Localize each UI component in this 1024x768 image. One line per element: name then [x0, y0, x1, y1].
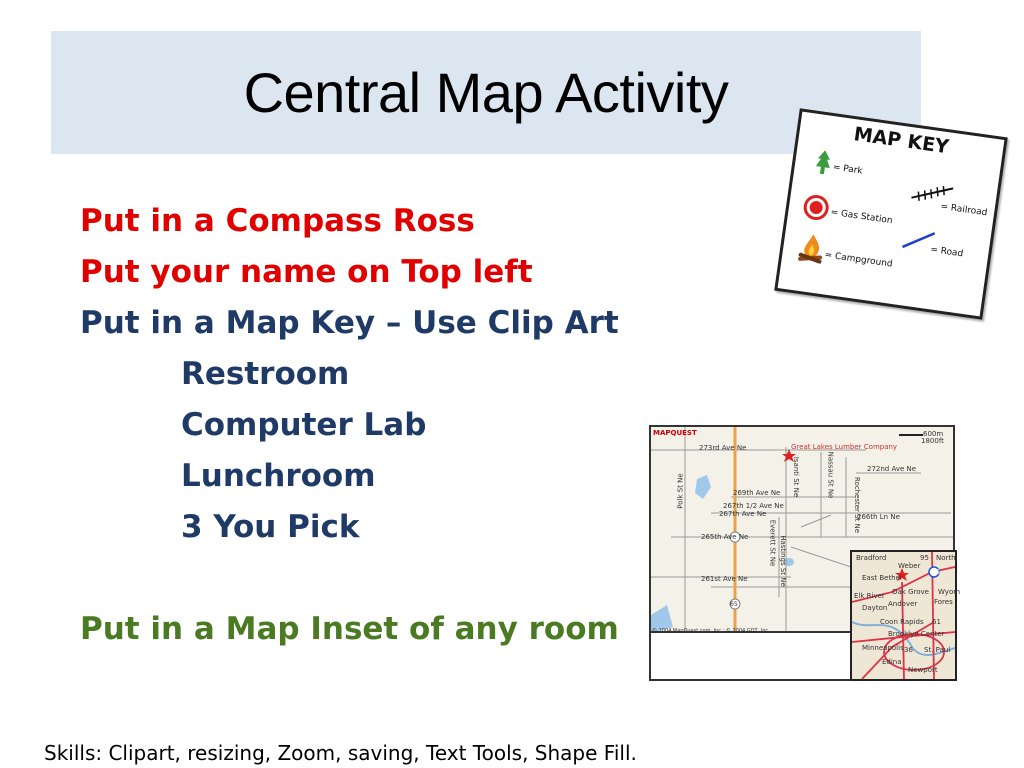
inset-town-edina: Edina — [882, 658, 902, 666]
street-hastings: Hastings St Ne — [778, 535, 787, 587]
inset-town-andover: Andover — [888, 600, 918, 608]
map-key-park: = Park — [832, 162, 864, 177]
inset-route-95: 95 — [920, 554, 929, 562]
slide-title: Central Map Activity — [243, 61, 729, 124]
street-261st: 261st Ave Ne — [701, 575, 748, 583]
street-265th: 265th Ave Ne — [701, 533, 749, 541]
map-brand: MAPQUEST — [653, 429, 697, 437]
street-everett: Everett St Ne — [768, 519, 777, 567]
inset-route-61: 61 — [932, 618, 941, 626]
instruction-list — [80, 196, 619, 655]
street-polk: Polk St Ne — [676, 473, 685, 509]
tree-icon — [814, 149, 833, 177]
map-key-railroad: = Railroad — [939, 201, 988, 219]
inset-route-35: 35 — [931, 568, 940, 576]
map-business-label: Great Lakes Lumber Company — [791, 443, 898, 451]
inset-route-36: 36 — [904, 646, 913, 654]
map-key-clipart — [774, 108, 1008, 319]
street-nassau: Nassau St Ne — [826, 451, 835, 499]
map-key-road: = Road — [929, 244, 964, 260]
street-273rd: 273rd Ave Ne — [699, 444, 747, 452]
street-266th-ln: 266th Ln Ne — [857, 513, 900, 521]
map-key-campground: = Campground — [823, 250, 894, 270]
inset-town-oak-grove: Oak Grove — [892, 588, 929, 596]
inset-town-brooklyn-center: Brooklyn Center — [888, 630, 945, 638]
street-isanti: Isanti St Ne — [792, 456, 801, 498]
instruction-map-inset: Put in a Map Inset of any room — [80, 611, 619, 647]
spacer — [80, 553, 619, 604]
map-key-gas-station: = Gas Station — [829, 207, 894, 227]
inset-town-weber: Weber — [898, 562, 921, 570]
inset-town-minneapolis: Minneapolis — [862, 644, 904, 652]
inset-town-elk-river: Elk River — [854, 592, 885, 600]
railroad-icon — [909, 180, 955, 206]
sub-item-lunchroom: Lunchroom — [181, 458, 376, 494]
inset-town-newport: Newport — [908, 666, 938, 674]
sub-item-restroom: Restroom — [181, 356, 350, 392]
inset-town-bradford: Bradford — [856, 554, 887, 562]
sub-item-you-pick: 3 You Pick — [181, 509, 360, 545]
inset-town-wyom: Wyom — [938, 588, 961, 596]
street-272nd: 272nd Ave Ne — [867, 465, 917, 473]
title-banner — [51, 31, 921, 154]
inset-town-fores: Fores — [934, 598, 953, 606]
map-copyright: © 2004 MapQuest.com, Inc.; © 2004 GDT, Inc. — [652, 628, 770, 634]
inset-town-coon-rapids: Coon Rapids — [880, 618, 924, 626]
campfire-icon — [795, 230, 827, 268]
instruction-name: Put your name on Top left — [80, 254, 533, 290]
street-267th-half: 267th 1/2 Ave Ne — [723, 502, 784, 510]
instruction-compass: Put in a Compass Ross — [80, 203, 475, 239]
route-shield-label: 65 — [730, 601, 738, 608]
gas-station-icon — [801, 193, 830, 222]
inset-town-st-paul: St. Paul — [924, 646, 951, 654]
sub-item-computer-lab: Computer Lab — [181, 407, 427, 443]
map-scale-ft: 1800ft — [921, 437, 944, 445]
map-scale: 600m — [923, 430, 944, 438]
street-269th: 269th Ave Ne — [733, 489, 781, 497]
street-rochester: Rochester St Ne — [853, 476, 862, 534]
map-key-title: MAP KEY — [852, 123, 951, 159]
inset-map-image — [850, 550, 961, 681]
skills-footer: Skills: Clipart, resizing, Zoom, saving, Text Tools, Shape Fill. — [44, 741, 637, 765]
inset-town-east-bethel: East Bethel — [862, 574, 902, 582]
street-267th: 267th Ave Ne — [719, 510, 767, 518]
instruction-map-key: Put in a Map Key – Use Clip Art — [80, 305, 619, 341]
inset-town-north: North — [936, 554, 956, 562]
inset-town-dayton: Dayton — [862, 604, 888, 612]
